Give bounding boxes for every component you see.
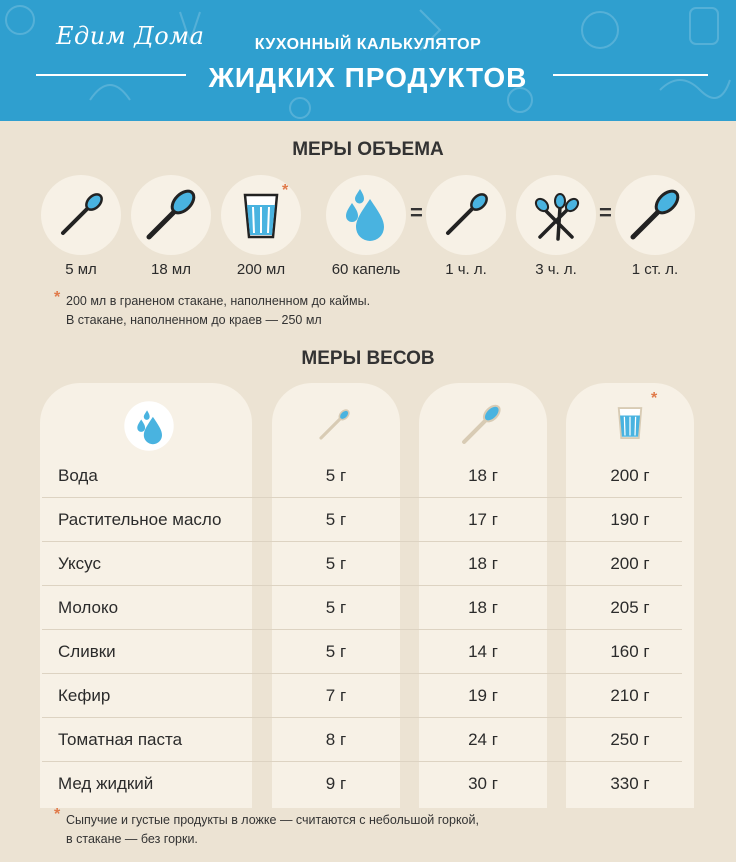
tablespoon-weight: 19 г xyxy=(468,686,498,705)
footnote-line: 200 мл в граненом стакане, наполненном до каймы. xyxy=(66,294,371,308)
product-name: Мед жидкий xyxy=(58,774,154,793)
volume-item-teaspoon xyxy=(41,175,121,255)
brand-logo: Едим Дома xyxy=(56,22,205,50)
volume-label: 18 мл xyxy=(151,261,191,278)
equals-sign: = xyxy=(410,200,423,225)
tablespoon-weight: 24 г xyxy=(468,730,498,749)
volume-footnote xyxy=(66,292,370,330)
teaspoon-weight: 5 г xyxy=(325,554,347,573)
teaspoon-weight: 8 г xyxy=(325,730,347,749)
volume-label: 1 ч. л. xyxy=(445,261,487,278)
glass-weight: 210 г xyxy=(610,686,650,705)
tablespoon-icon xyxy=(615,175,695,255)
header-subtitle: КУХОННЫЙ КАЛЬКУЛЯТОР xyxy=(254,36,482,53)
teaspoon-weight: 5 г xyxy=(325,642,347,661)
teaspoon-weight: 5 г xyxy=(325,466,347,485)
glass-weight: 205 г xyxy=(610,598,650,617)
product-name: Кефир xyxy=(58,686,111,705)
product-name: Томатная паста xyxy=(58,730,183,749)
teaspoon-icon xyxy=(426,175,506,255)
kitchen-doodles-icon xyxy=(0,0,736,121)
glass-icon xyxy=(221,175,301,255)
row-divider xyxy=(42,717,682,718)
teaspoon-weight: 7 г xyxy=(325,686,347,705)
product-name: Растительное масло xyxy=(58,510,222,529)
row-divider xyxy=(42,497,682,498)
teaspoon-weight: 5 г xyxy=(325,598,347,617)
volume-item-teaspoon-equiv xyxy=(426,175,506,255)
glass-weight: 250 г xyxy=(610,730,650,749)
volume-label: 60 капель xyxy=(331,261,401,278)
volume-item-tablespoon xyxy=(131,175,211,255)
row-divider xyxy=(42,761,682,762)
tablespoon-weight: 18 г xyxy=(468,598,498,617)
row-divider xyxy=(42,541,682,542)
teaspoon-weight: 9 г xyxy=(325,774,347,793)
teaspoon-icon xyxy=(311,398,361,448)
footnote-line: в стакане — без горки. xyxy=(66,832,198,846)
glass-weight: 200 г xyxy=(610,554,650,573)
weight-heading: МЕРЫ ВЕСОВ xyxy=(301,348,435,369)
header-banner xyxy=(0,0,736,121)
drops-icon xyxy=(123,400,175,452)
teaspoon-weight: 5 г xyxy=(325,510,347,529)
glass-weight: 200 г xyxy=(610,466,650,485)
footnote-line: Сыпучие и густые продукты в ложке — считаются с небольшой горкой, xyxy=(66,813,479,827)
drops-icon xyxy=(326,175,406,255)
volume-label: 200 мл xyxy=(236,261,286,278)
volume-label: 3 ч. л. xyxy=(535,261,577,278)
product-name: Уксус xyxy=(58,554,101,573)
volume-heading: МЕРЫ ОБЪЕМА xyxy=(292,139,444,160)
product-name: Сливки xyxy=(58,642,116,661)
glass-weight: 330 г xyxy=(610,774,650,793)
teaspoon-icon xyxy=(41,175,121,255)
tablespoon-weight: 14 г xyxy=(468,642,498,661)
volume-item-tablespoon-equiv xyxy=(615,175,695,255)
equals-sign: = xyxy=(599,200,612,225)
tablespoon-weight: 17 г xyxy=(468,510,498,529)
glass-weight: 160 г xyxy=(610,642,650,661)
glass-weight: 190 г xyxy=(610,510,650,529)
three-spoons-icon xyxy=(516,175,596,255)
footnote-star: * xyxy=(54,289,61,306)
volume-item-drops xyxy=(326,175,406,255)
volume-label: 5 мл xyxy=(65,261,97,278)
footnote-line: В стакане, наполненном до краев — 250 мл xyxy=(66,313,322,327)
product-name: Вода xyxy=(58,466,98,485)
footnote-star: * xyxy=(651,390,658,407)
tablespoon-icon xyxy=(131,175,211,255)
row-divider xyxy=(42,585,682,586)
glass-icon xyxy=(605,398,655,448)
tablespoon-weight: 18 г xyxy=(468,554,498,573)
volume-label: 1 ст. л. xyxy=(631,261,679,278)
product-name: Молоко xyxy=(58,598,119,617)
row-divider xyxy=(42,673,682,674)
weight-footnote xyxy=(66,811,479,849)
page-title: ЖИДКИХ ПРОДУКТОВ xyxy=(208,62,528,93)
row-divider xyxy=(42,629,682,630)
footnote-star: * xyxy=(54,806,61,823)
volume-item-three-spoons xyxy=(516,175,596,255)
footnote-star: * xyxy=(282,182,289,199)
tablespoon-weight: 18 г xyxy=(468,466,498,485)
volume-item-glass xyxy=(221,175,301,255)
tablespoon-icon xyxy=(456,396,510,450)
tablespoon-weight: 30 г xyxy=(468,774,498,793)
